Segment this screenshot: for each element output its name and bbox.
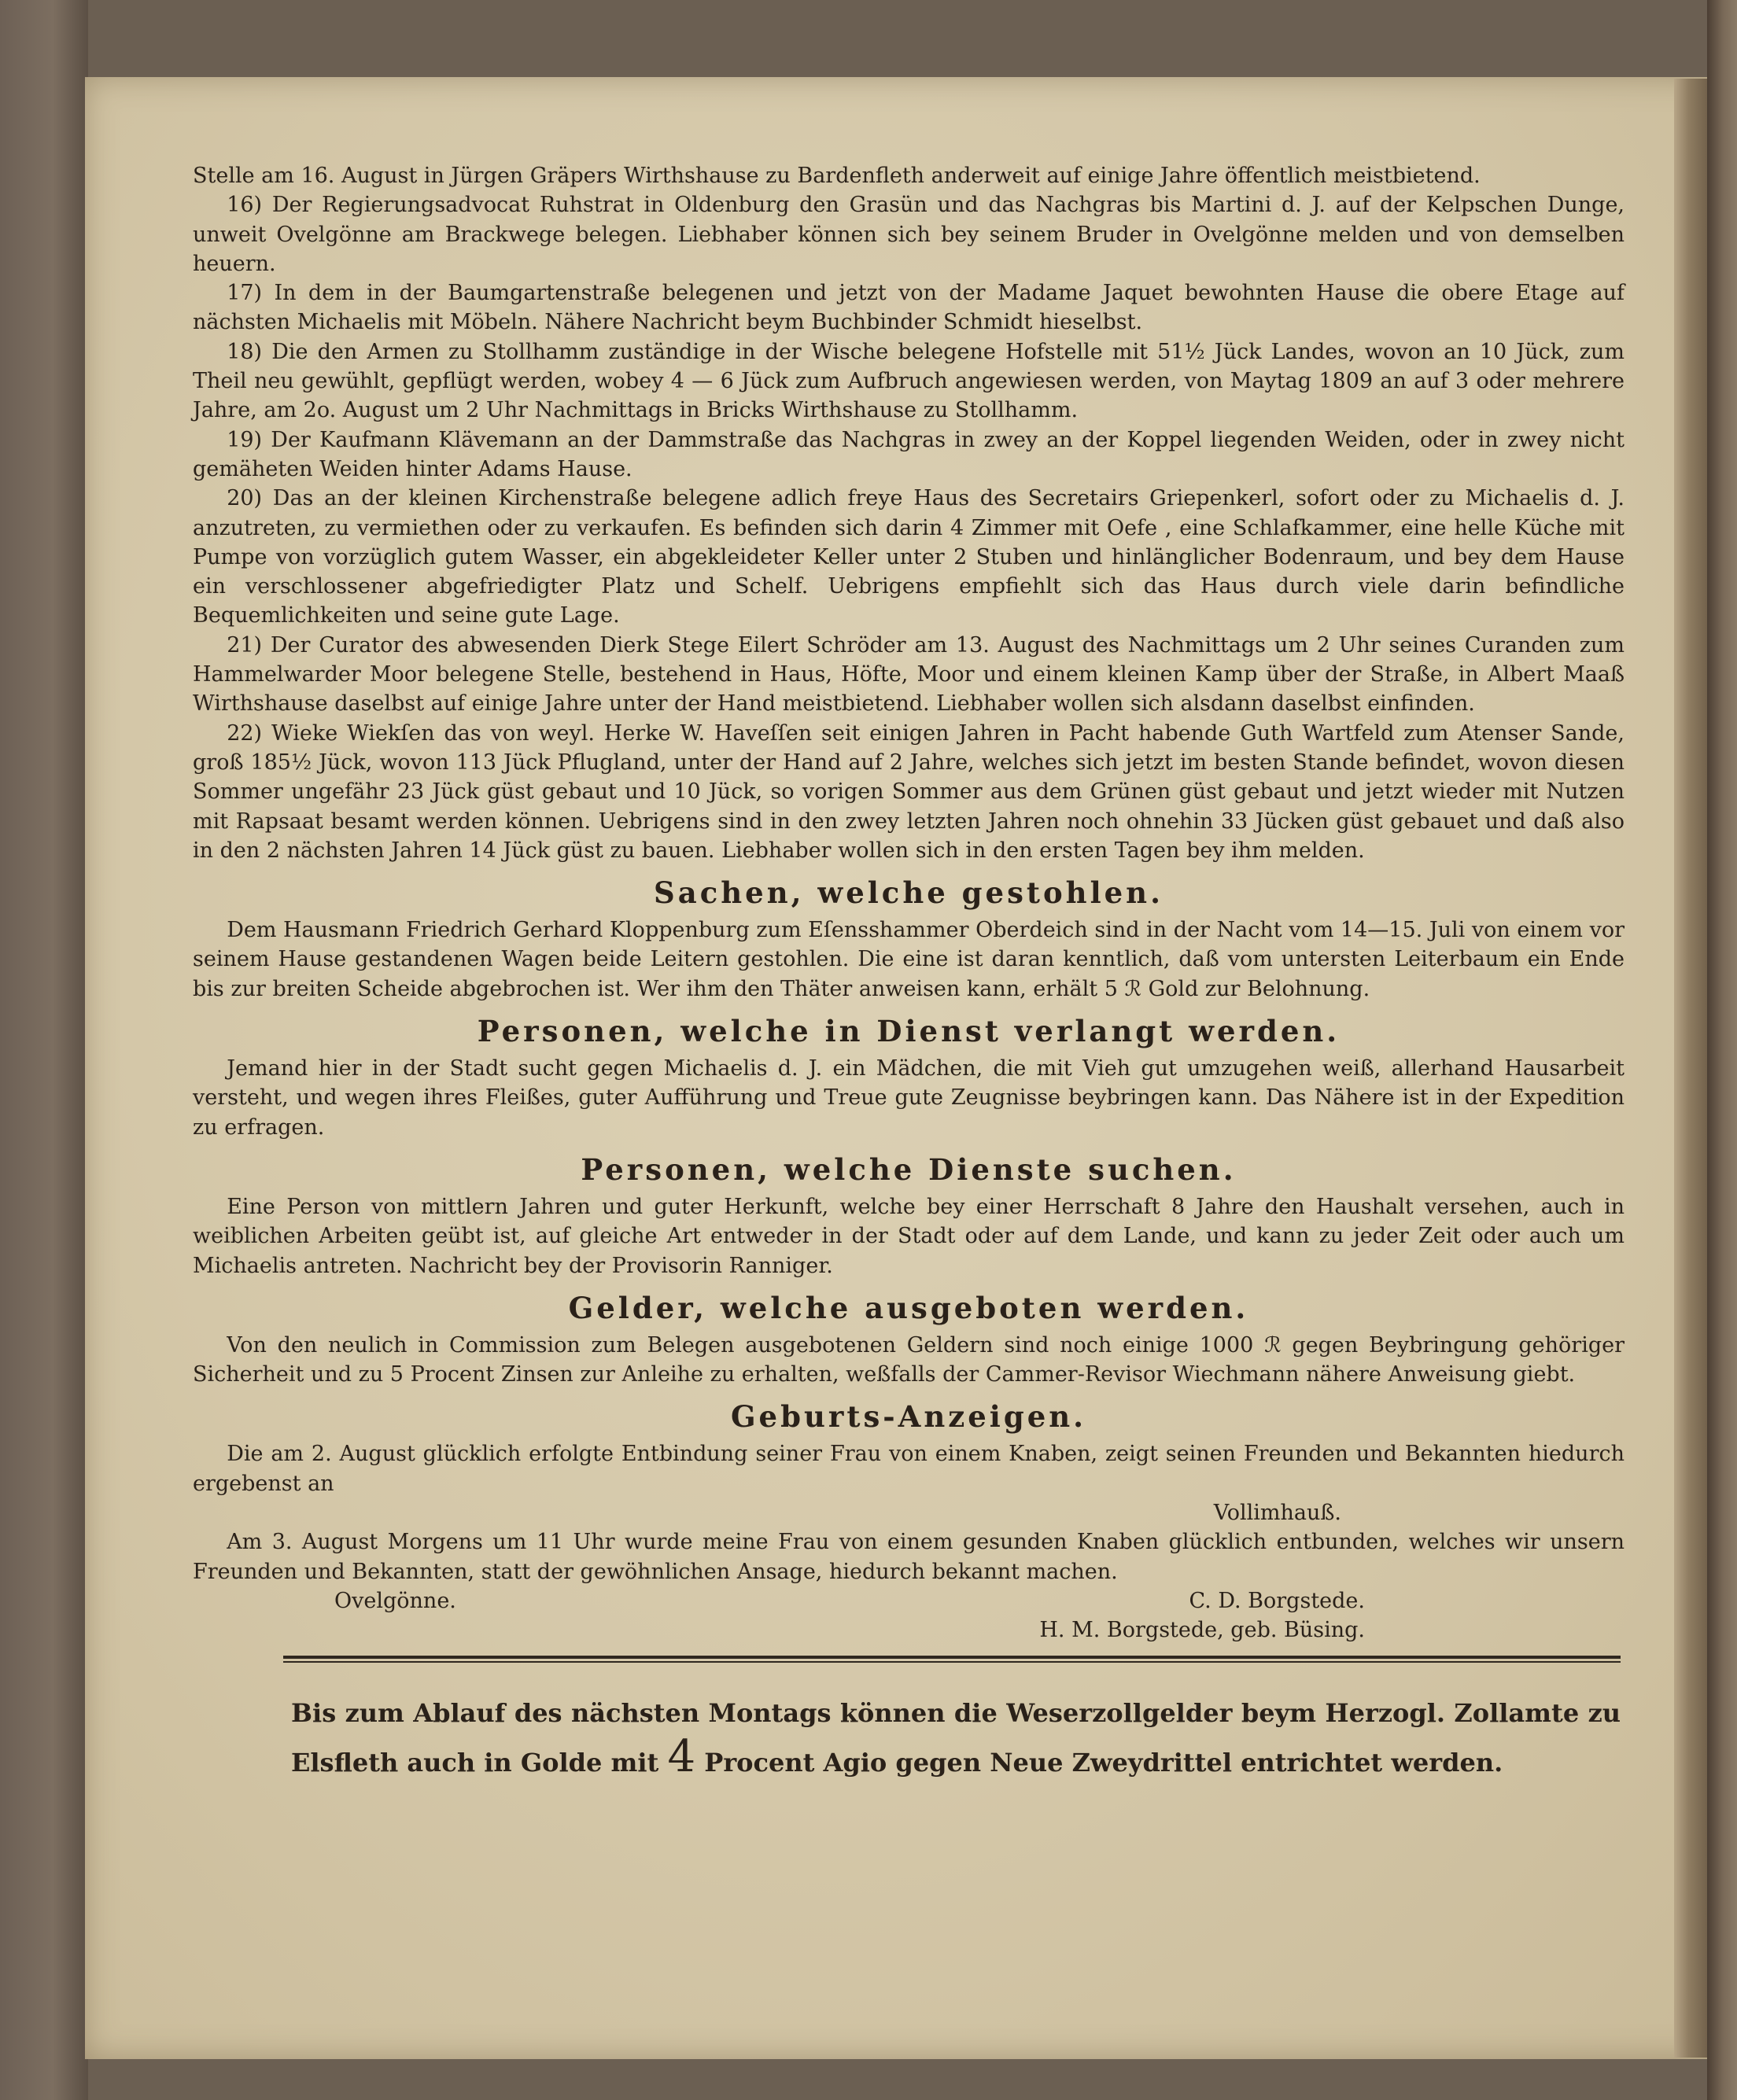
paragraph-20: 20) Das an der kleinen Kirchenstraße belegene adlich freye Haus des Secretairs Griepenkerl, sofort oder zu Michaelis d. J. anzutreten, zu vermiethen oder zu verkaufen. Es befinden sich darin 4 Zimmer mit Oefe , eine Schlafkammer, eine helle Küche mit Pumpe von vorzüglich gutem Wasser, ein abgekleideter Keller unter 2 Stuben und hinlänglicher Bodenraum, und bey dem Hause ein verschlossener abgefriedigter Platz und Schelf. Uebrigens empfiehlt sich das Haus durch viele darin befindliche Bequemlichkeiten und seine gute Lage.: [193, 486, 1625, 628]
stolen-goods-text: Dem Hausmann Friedrich Gerhard Kloppenburg zum Eſensshammer Oberdeich sind in der Nacht vom 14—15. Juli von einem vor seinem Hause gestandenen Wagen beide Leitern gestohlen. Die eine ist daran kenntlich, daß vom untersten Leiterbaum ein Ende bis zur breiten Scheide abgebrochen ist. Wer ihm den Thäter anweisen kann, erhält 5 ℛ Gold zur Belohnung.: [193, 918, 1625, 1001]
footer-rule-thin: [283, 1661, 1621, 1663]
birth-signer-2: C. D. Borgstede.: [1189, 1588, 1365, 1613]
paragraph-19: 19) Der Kaufmann Klävemann an der Dammstraße das Nachgras in zwey an der Koppel liegenden Weiden, oder in zwey nicht gemäheten Weiden hinter Adams Hause.: [193, 427, 1625, 481]
birth-place: Ovelgönne.: [334, 1588, 456, 1613]
scan-background-left: [0, 0, 88, 2100]
scan-background-right: [1707, 0, 1737, 2100]
birth-announcement-2: Am 3. August Morgens um 11 Uhr wurde meine Frau von einem gesunden Knaben glücklich entbunden, welches wir unsern Freunden und Bekannten, statt der gewöhnlichen Ansage, hiedurch bekannt machen.: [193, 1530, 1625, 1584]
heading-persons-wanted: Personen, welche in Dienst verlangt werden.: [477, 1014, 1341, 1049]
birth-signature-row-2: [193, 1616, 1625, 1645]
heading-birth-announcements: Geburts-Anzeigen.: [730, 1399, 1087, 1435]
page-body: [193, 161, 1625, 1645]
persons-seeking-text: Eine Person von mittlern Jahren und guter Herkunft, welche bey einer Herrschaft 8 Jahre den Haushalt versehen, auch in weiblichen Arbeiten geübt ist, auf gleiche Art entweder in der Stadt oder auf dem Lande, und kann zu jeder Zeit oder auch um Michaelis antreten. Nachricht bey der Provisorin Ranniger.: [193, 1194, 1625, 1278]
birth-signer-3: H. M. Borgstede, geb. Büsing.: [1039, 1618, 1365, 1643]
footer-text-after: Procent Agio gegen Neue Zweydrittel entrichtet werden.: [704, 1748, 1503, 1778]
footer-text-before: Bis zum Ablauf des nächsten Montags können die Weserzollgelder beym Herzogl. Zollamte zu Elsfleth auch in Golde mit: [291, 1698, 1621, 1778]
paragraph-22: 22) Wieke Wiekſen das von weyl. Herke W. Haveſſen seit einigen Jahren in Pacht habende Guth Wartfeld zum Atenser Sande, groß 185½ Jück, wovon 113 Jück Pflugland, unter der Hand auf 2 Jahre, welches sich jetzt im besten Stande befindet, wovon diesen Sommer ungefähr 23 Jück güst gebaut und 10 Jück, so vorigen Sommer aus dem Grünen güst gebaut und jetzt wieder mit Nutzen mit Rapsaat besamt werden können. Uebrigens sind in den zwey letzten Jahren noch ohnehin 33 Jücken güst gebauet und daß also in den 2 nächsten Jahren 14 Jück güst zu bauen. Liebhaber wollen sich in den ersten Tagen bey ihm melden.: [193, 720, 1625, 863]
birth-announcement-1-text: Die am 2. August glücklich erfolgte Entbindung seiner Frau von einem Knaben, zeigt seinen Freunden und Bekannten hiedurch ergebenst an: [193, 1442, 1625, 1496]
footer-notice: [291, 1691, 1621, 1785]
persons-wanted-text: Jemand hier in der Stadt sucht gegen Michaelis d. J. ein Mädchen, die mit Vieh gut umzugehen weiß, allerhand Hausarbeit versteht, und wegen ihres Fleißes, guter Aufführung und Treue gute Zeugnisse beybringen kann. Das Nähere ist in der Expedition zu erfragen.: [193, 1056, 1625, 1140]
footer-number: 4: [667, 1731, 696, 1782]
paragraph-18: 18) Die den Armen zu Stollhamm zuständige in der Wische belegene Hofstelle mit 51½ Jück Landes, wovon an 10 Jück, zum Theil neu gewühlt, gepflügt werden, wobey 4 — 6 Jück zum Aufbruch angewiesen werden, von Maytag 1809 an auf 3 oder mehrere Jahre, am 2o. August um 2 Uhr Nachmittags in Bricks Wirthshause zu Stollhamm.: [193, 339, 1625, 423]
birth-announcement-1: [193, 1439, 1625, 1498]
paragraph-17: 17) In dem in der Baumgartenstraße belegenen und jetzt von der Madame Jaquet bewohnten Hause die obere Etage auf nächsten Michaelis mit Möbeln. Nähere Nachricht beym Buchbinder Schmidt hieselbst.: [193, 281, 1625, 335]
paragraph-16: 16) Der Regierungsadvocat Ruhstrat in Oldenburg den Grasün und das Nachgras bis Martini d. J. auf der Kelpschen Dunge, unweit Ovelgönne am Brackwege belegen. Liebhaber können sich bey seinem Bruder in Ovelgönne melden und von demselben heuern.: [193, 193, 1625, 276]
birth-signer-1: Vollimhauß.: [1213, 1500, 1341, 1525]
paragraph-21: 21) Der Curator des abwesenden Dierk Stege Eilert Schröder am 13. August des Nachmittags um 2 Uhr seines Curanden zum Hammelwarder Moor belegene Stelle, bestehend in Haus, Höfte, Moor und einem kleinen Kamp über der Straße, in Albert Maaß Wirthshause daselbst auf einige Jahre unter der Hand meistbietend. Liebhaber wollen sich alsdann daselbst einfinden.: [193, 632, 1625, 717]
footer-rule-thick: [283, 1656, 1621, 1659]
heading-money-offered: Gelder, welche ausgeboten werden.: [568, 1290, 1249, 1325]
heading-stolen-goods: Sachen, welche gestohlen.: [654, 875, 1164, 911]
page-gutter-edge: [1674, 79, 1710, 2058]
paragraph-15: Stelle am 16. August in Jürgen Gräpers Wirthshause zu Bardenfleth anderweit auf einige Jahre öffentlich meistbietend.: [193, 164, 1481, 188]
money-offered-text: Von den neulich in Commission zum Belegen ausgebotenen Geldern sind noch einige 1000 ℛ gegen Beybringung gehöriger Sicherheit und zu 5 Procent Zinsen zur Anleihe zu erhalten, weßfalls der Cammer-Revisor Wiechmann nähere Anweisung giebt.: [193, 1332, 1625, 1387]
birth-signature-row: [193, 1586, 1625, 1616]
heading-persons-seeking: Personen, welche Dienste suchen.: [581, 1151, 1237, 1187]
